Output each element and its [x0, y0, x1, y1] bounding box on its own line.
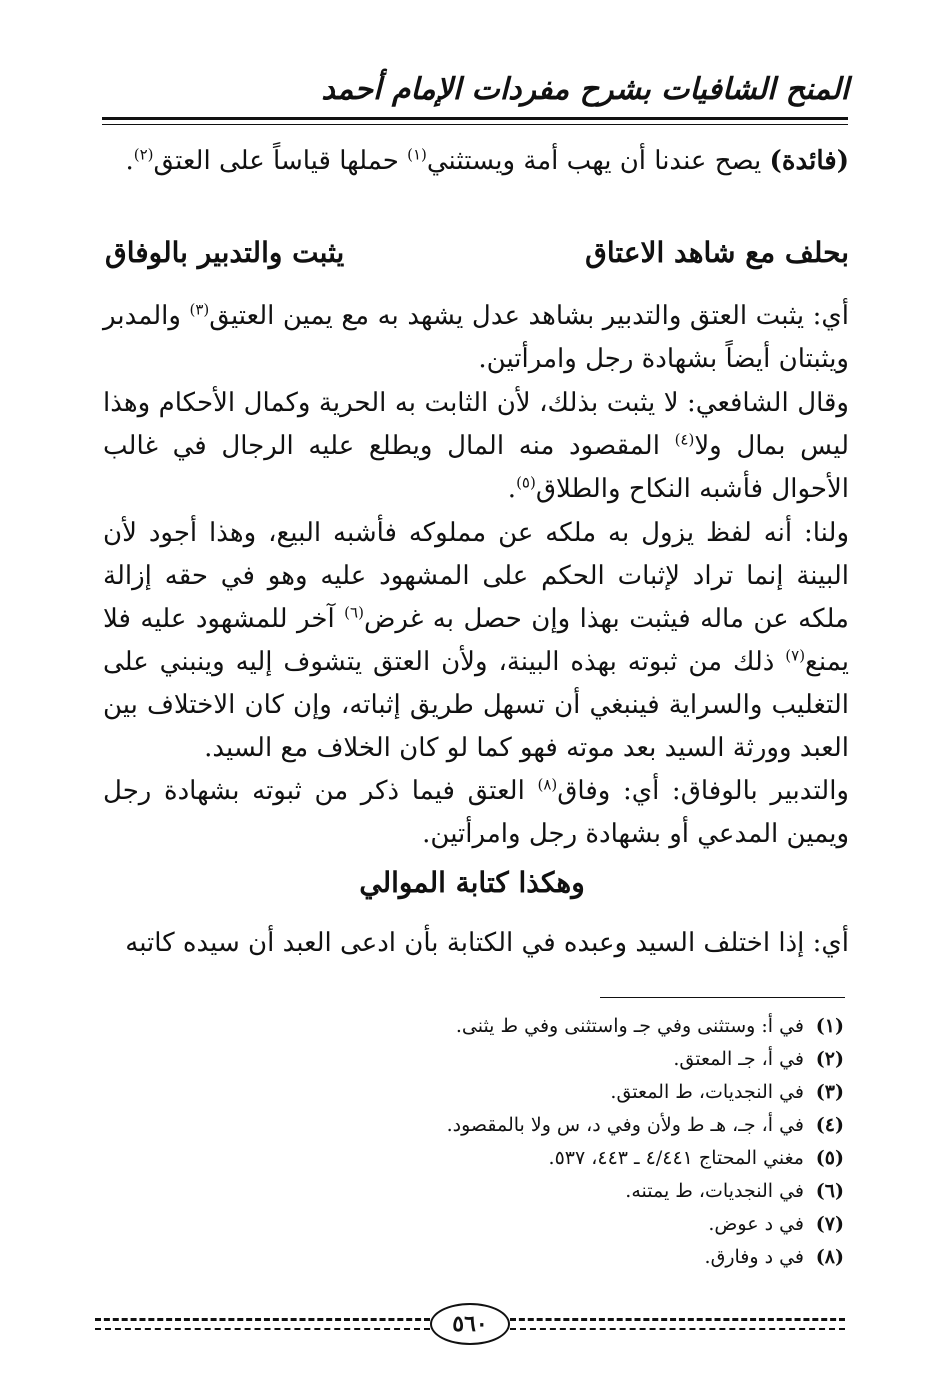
paragraph-text: .	[125, 146, 134, 176]
paragraph-text: ذلك من ثبوته بهذه البينة، ولأن العتق يتشوف إليه وينبني على التغليب والسراية فينبغي أن تسهل طريق إثباته، وإن كان الاختلاف بين العبد وورثة السيد بعد موته فهو كما لو كان الخلاف مع السيد.	[103, 647, 849, 763]
paragraph-kitaba: أي: إذا اختلف السيد وعبده في الكتابة بأن ادعى العبد أن سيده كاتبه	[125, 928, 849, 958]
footnote-separator	[600, 997, 845, 998]
footnote-ref-8[interactable]: (٨)	[537, 775, 558, 794]
footer-dashed-line-right	[510, 1318, 845, 1321]
footer-dashed-line-left	[95, 1318, 430, 1321]
footnote-text: في أ: وستثنى وفي جـ واستثنى وفي ط يثنى.	[455, 1015, 804, 1037]
paragraph-text: العتق فيما ذكر من ثبوته بشهادة رجل ويمين المدعي أو بشهادة رجل وامرأتين.	[103, 776, 849, 849]
paragraph-text: .	[507, 474, 517, 504]
paragraph-text: المقصود منه المال ويطلع عليه الرجال في غالب الأحوال فأشبه النكاح والطلاق	[103, 431, 849, 504]
footnote-number: (٨)	[815, 1246, 844, 1268]
footnote-number: (٤)	[815, 1114, 844, 1136]
footnote-text: في النجديات، ط يمتنه.	[625, 1180, 804, 1202]
paragraph-text: وقال الشافعي: لا يثبت بذلك، لأن الثابت به الحرية وكمال الأحكام وهذا ليس بمال ولا	[103, 388, 849, 461]
verse-1-left-hemistich: يثبت والتدبير بالوفاق	[105, 236, 345, 269]
footnote-item	[447, 1010, 844, 1043]
page-number: ٥٦٠	[430, 1303, 510, 1345]
header-rule-thin	[102, 124, 848, 125]
paragraph-text: حملها قياساً على العتق	[153, 146, 408, 176]
header-rule-thick	[102, 117, 848, 120]
paragraph-text: آخر للمشهود عليه فلا يمنع	[103, 604, 849, 677]
footnote-text: في د عوض.	[708, 1213, 804, 1235]
footnote-ref-2[interactable]: (٢)	[133, 145, 154, 164]
footnote-number: (٣)	[815, 1081, 844, 1103]
footnote-number: (٥)	[815, 1147, 844, 1169]
footnote-item	[447, 1076, 844, 1109]
footnote-item	[447, 1175, 844, 1208]
paragraph-text: والمدبر ويثبتان أيضاً بشهادة رجل وامرأتين.	[103, 301, 849, 374]
paragraph-text: ولنا: أنه لفظ يزول به ملكه عن مملوكه فأشبه البيع، وهذا أجود لأن البينة إنما تراد لإثبات الحكم على المشهود عليه وهو في حقه إزالة ملكه عن ماله فيثبت بهذا وإن حصل به غرض	[103, 518, 849, 634]
footnote-text: في النجديات، ط المعتق.	[610, 1081, 804, 1103]
running-header-title: المنح الشافيات بشرح مفردات الإمام أحمد	[321, 72, 849, 107]
footnote-text: في أ، جـ، هـ ط ولأن وفي د، س ولا بالمقصود.	[446, 1114, 804, 1136]
footnote-item	[447, 1109, 844, 1142]
verse-1-right-hemistich: بحلف مع شاهد الاعتاق	[585, 236, 849, 269]
footnote-item	[447, 1208, 844, 1241]
footnote-ref-7[interactable]: (٧)	[785, 646, 806, 665]
footnote-ref-4[interactable]: (٤)	[674, 430, 695, 449]
paragraph-text: يصح عندنا أن يهب أمة ويستثني	[426, 146, 770, 176]
footnote-ref-1[interactable]: (١)	[407, 145, 427, 164]
footnote-item	[447, 1043, 844, 1076]
paragraph-tadbir	[103, 770, 849, 856]
footnotes-list	[447, 1010, 844, 1274]
footnote-ref-6[interactable]: (٦)	[344, 603, 364, 622]
footnote-item	[447, 1241, 844, 1274]
footnote-item	[447, 1142, 844, 1175]
footnote-number: (٢)	[815, 1048, 844, 1070]
paragraph-text: أي: يثبت العتق والتدبير بشاهد عدل يشهد به مع يمين العتيق	[209, 301, 849, 331]
footer-dashed-line-right-lower	[510, 1328, 845, 1330]
verse-2: وهكذا كتابة الموالي	[359, 866, 585, 899]
footer-dashed-line-left-lower	[95, 1328, 430, 1330]
footnote-number: (٧)	[815, 1213, 844, 1235]
paragraph-explanation-1	[103, 295, 849, 381]
footnote-text: في د وفارق.	[704, 1246, 804, 1268]
footnote-number: (٦)	[815, 1180, 844, 1202]
footnote-ref-3[interactable]: (٣)	[189, 300, 210, 319]
faida-label: (فائدة)	[769, 146, 849, 176]
footnote-ref-5[interactable]: (٥)	[516, 473, 536, 492]
footnote-text: مغني المحتاج ٤/٤٤١ ـ ٤٤٣، ٥٣٧.	[548, 1147, 804, 1169]
footnote-text: في أ، جـ المعتق.	[673, 1048, 804, 1070]
paragraph-shafii	[103, 382, 849, 511]
paragraph-faida	[103, 140, 849, 183]
paragraph-text: والتدبير بالوفاق: أي: وفاق	[557, 776, 849, 806]
footnote-number: (١)	[815, 1015, 844, 1037]
paragraph-walana	[103, 512, 849, 770]
